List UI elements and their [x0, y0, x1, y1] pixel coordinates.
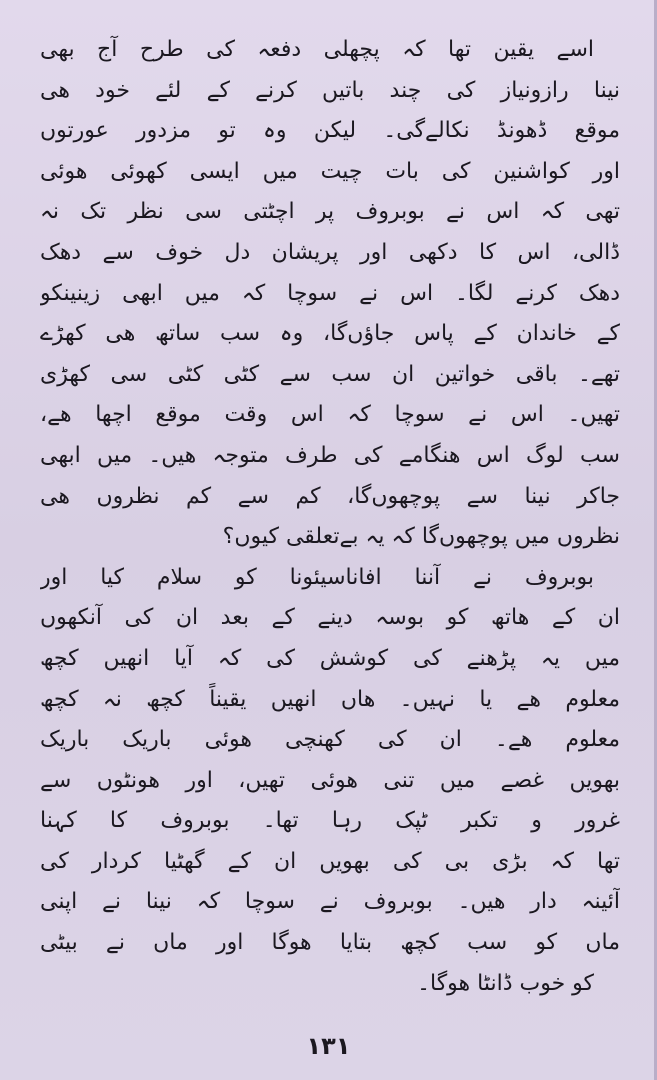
page-number: ۱۳۱: [306, 1032, 351, 1060]
text-line: غرور و تکبر ٹپک رہا تھا۔ بوبروف کا کہنا: [40, 808, 620, 834]
text-line: تھیں۔ اس نے سوچا کہ اس وقت موقع اچھا ھے،: [40, 402, 620, 428]
text-line: اور کواشنین کی بات چیت میں ایسی کھوئی ھوئی: [40, 158, 620, 184]
text-line: دھک کرنے لگا۔ اس نے سوچا کہ میں ابھی زینینکو: [40, 280, 620, 306]
text-line: معلوم ھے۔ ان کی کھنچی ھوئی باریک باریک: [40, 727, 620, 753]
text-line: سب لوگ اس ھنگامے کی طرف متوجہ ھیں۔ میں ابھی: [40, 442, 620, 468]
text-line: تھا کہ بڑی بی کی بھویں ان کے گھٹیا کردار کی: [40, 848, 620, 874]
text-line: ان کے ھاتھ کو بوسہ دینے کے بعد ان کی آنکھوں: [40, 605, 620, 631]
text-line: جاکر نینا سے پوچھوں‌گا، کم سے کم نظروں ھی: [40, 483, 620, 509]
text-line: بوبروف نے آننا افاناسیئونا کو سلام کیا اور: [40, 564, 594, 590]
body-text: [40, 30, 620, 1004]
text-line: ماں کو سب کچھ بتایا ھوگا اور ماں نے بیٹی: [40, 930, 620, 956]
text-line: آئینہ دار ھیں۔ بوبروف نے سوچا کہ نینا نے اپنی: [40, 889, 620, 915]
text-line: کو خوب ڈانٹا ھوگا۔: [417, 970, 594, 996]
text-line: اسے یقین تھا کہ پچھلی دفعہ کی طرح آج بھی: [40, 37, 594, 62]
text-line: معلوم ھے یا نہیں۔ ھاں انھیں یقیناً کچھ نہ کچھ: [40, 686, 620, 712]
text-line: نینا رازونیاز کی چند باتیں کرنے کے لئے خود ھی: [40, 77, 620, 103]
text-line: تھی کہ اس نے بوبروف پر اچٹتی سی نظر تک نہ: [40, 199, 620, 225]
text-line: بھویں غصے میں تنی ھوئی تھیں، اور ھونٹوں سے: [40, 767, 620, 793]
text-line: کے خاندان کے پاس جاؤں‌گا، وہ سب ساتھ ھی کھڑے: [40, 321, 620, 347]
text-line: ڈالی، اس کا دکھی اور پریشان دل خوف سے دھک: [40, 239, 620, 265]
text-line: تھے۔ باقی خواتین ان سب سے کٹی کٹی سی کھڑی: [40, 361, 620, 387]
text-line: موقع ڈھونڈ نکالےگی۔ لیکن وہ تو مزدور عورتوں: [40, 118, 620, 144]
text-line: میں یہ پڑھنے کی کوشش کی کہ آیا انھیں کچھ: [40, 645, 620, 671]
text-line: نظروں میں پوچھوں‌گا کہ یہ بےتعلقی کیوں؟: [222, 524, 620, 550]
